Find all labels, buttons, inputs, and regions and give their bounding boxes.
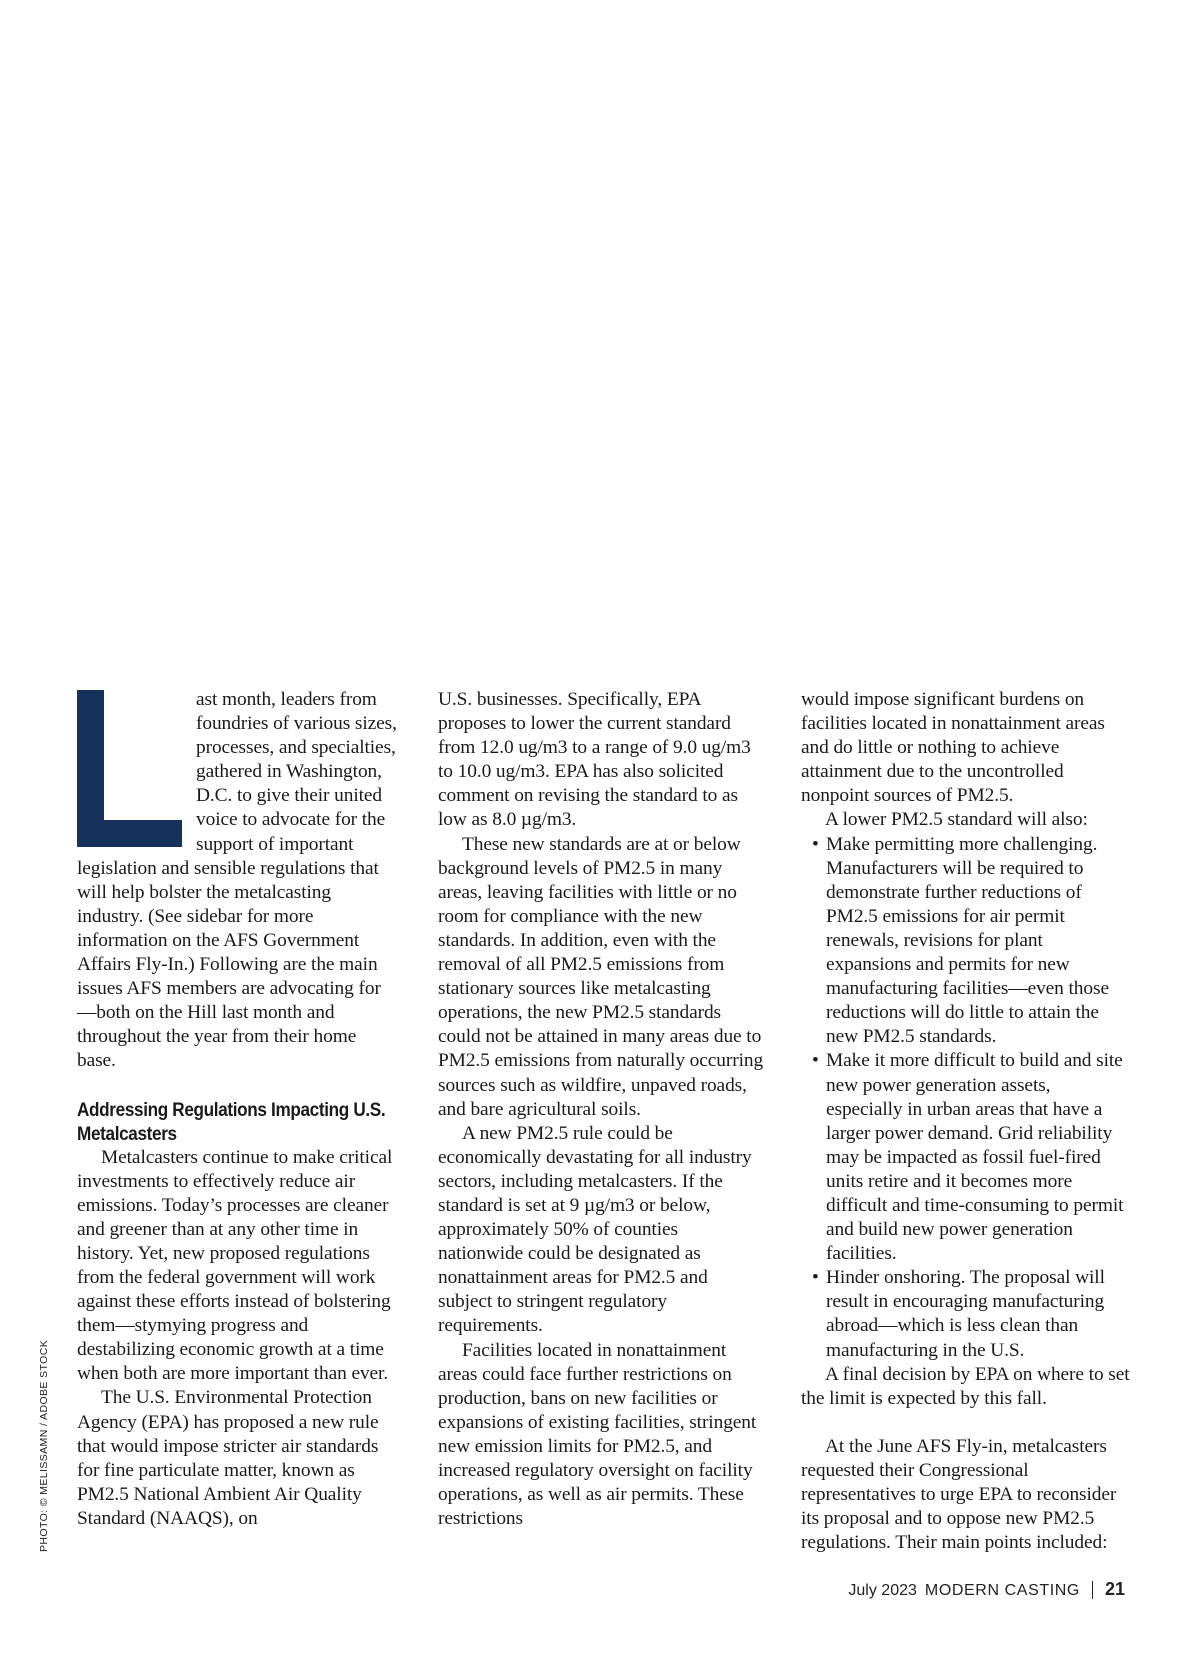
bullet-list: [801, 833, 1131, 1363]
bullet-item: • Make permitting more challenging. Manufacturers will be required to demonstrate further reductions of PM2.5 emissions for air permit renewals, revisions for plant expansions and permits for new manufacturing facilities—even those reductions will do little to attain the new PM2.5 standards.: [801, 833, 1131, 1050]
bullet-item: • Hinder onshoring. The proposal will result in encouraging manufacturing abroad—which is less clean than manufacturing in the U.S.: [801, 1266, 1131, 1362]
body-paragraph: Facilities located in nonattainment areas could face further restrictions on production, bans on new facilities or expansions of existing facilities, stringent new emission limits for PM2.5, and increased regulatory oversight on facility operations, as well as air permits. These restrictions: [438, 1339, 757, 1530]
body-paragraph: The U.S. Environmental Protection Agency (EPA) has proposed a new rule that would impose stricter air standards for fine particulate matter, known as PM2.5 National Ambient Air Quality Standard (NAAQS), on: [77, 1387, 379, 1529]
intro-paragraph: ast month, leaders from foundries of various sizes, processes, and specialties, gathered in Washington, D.C. to give their united voice to advocate for the support of important legislation and sensible regulations that will help bolster the metalcasting industry. (See sidebar for more information on the AFS Government Affairs Fly-In.) Following are the main issues AFS members are advocating for—both on the Hill last month and throughout the year from their home base.: [77, 689, 397, 1072]
article-column-3: [801, 688, 1131, 1555]
article-column-2: [438, 688, 764, 1531]
body-paragraph: A lower PM2.5 standard will also:: [825, 809, 1088, 831]
footer-date: July 2023: [848, 1582, 917, 1599]
footer-divider: [1092, 1581, 1093, 1599]
body-paragraph: Metalcasters continue to make critical investments to effectively reduce air emissions. Today’s processes are cleaner and greener than at any other time in history. Yet, new proposed regulations from the federal government will work against these efforts instead of bolstering them—stymying progress and destabilizing economic growth at a time when both are more important than ever.: [77, 1146, 393, 1385]
page-footer: [848, 1579, 1125, 1600]
drop-cap-letter-l: [77, 690, 182, 847]
section-heading: Addressing Regulations Impacting U.S. Metalcasters: [77, 1098, 386, 1145]
page-number: 21: [1104, 1579, 1125, 1599]
body-paragraph: U.S. businesses. Specifically, EPA proposes to lower the current standard from 12.0 ug/m3 to a range of 9.0 ug/m3 to 10.0 ug/m3. EPA has also solicited comment on revising the standard to as low as 8.0 µg/m3.: [438, 689, 751, 831]
body-paragraph: At the June AFS Fly-in, metalcasters requested their Congressional representatives to urge EPA to reconsider its proposal and to oppose new PM2.5 regulations. Their main points included:: [801, 1435, 1117, 1554]
magazine-name: MODERN CASTING: [924, 1582, 1080, 1599]
body-paragraph: These new standards are at or below background levels of PM2.5 in many areas, leaving facilities with little or no room for compliance with the new standards. In addition, even with the removal of all PM2.5 emissions from stationary sources like metalcasting operations, the new PM2.5 standards could not be attained in many areas due to PM2.5 emissions from naturally occurring sources such as wildfire, unpaved roads, and bare agricultural soils.: [438, 833, 764, 1120]
body-paragraph: A final decision by EPA on where to set the limit is expected by this fall.: [801, 1363, 1130, 1409]
body-paragraph: A new PM2.5 rule could be economically devastating for all industry sectors, including metalcasters. If the standard is set at 9 µg/m3 or below, approximately 50% of counties nationwide could be designated as nonattainment areas for PM2.5 and subject to stringent regulatory requirements.: [438, 1122, 752, 1337]
article-column-1: [77, 688, 397, 1531]
bullet-item: • Make it more difficult to build and site new power generation assets, especially in urban areas that have a larger power demand. Grid reliability may be impacted as fossil fuel-fired units retire and it becomes more difficult and time-consuming to permit and build new power generation facilities.: [801, 1049, 1131, 1266]
body-paragraph: would impose significant burdens on facilities located in nonattainment areas and do little or nothing to achieve attainment due to the uncontrolled nonpoint sources of PM2.5.: [801, 689, 1105, 807]
photo-credit: PHOTO: © MELISSAMN / ADOBE STOCK: [38, 1339, 50, 1552]
